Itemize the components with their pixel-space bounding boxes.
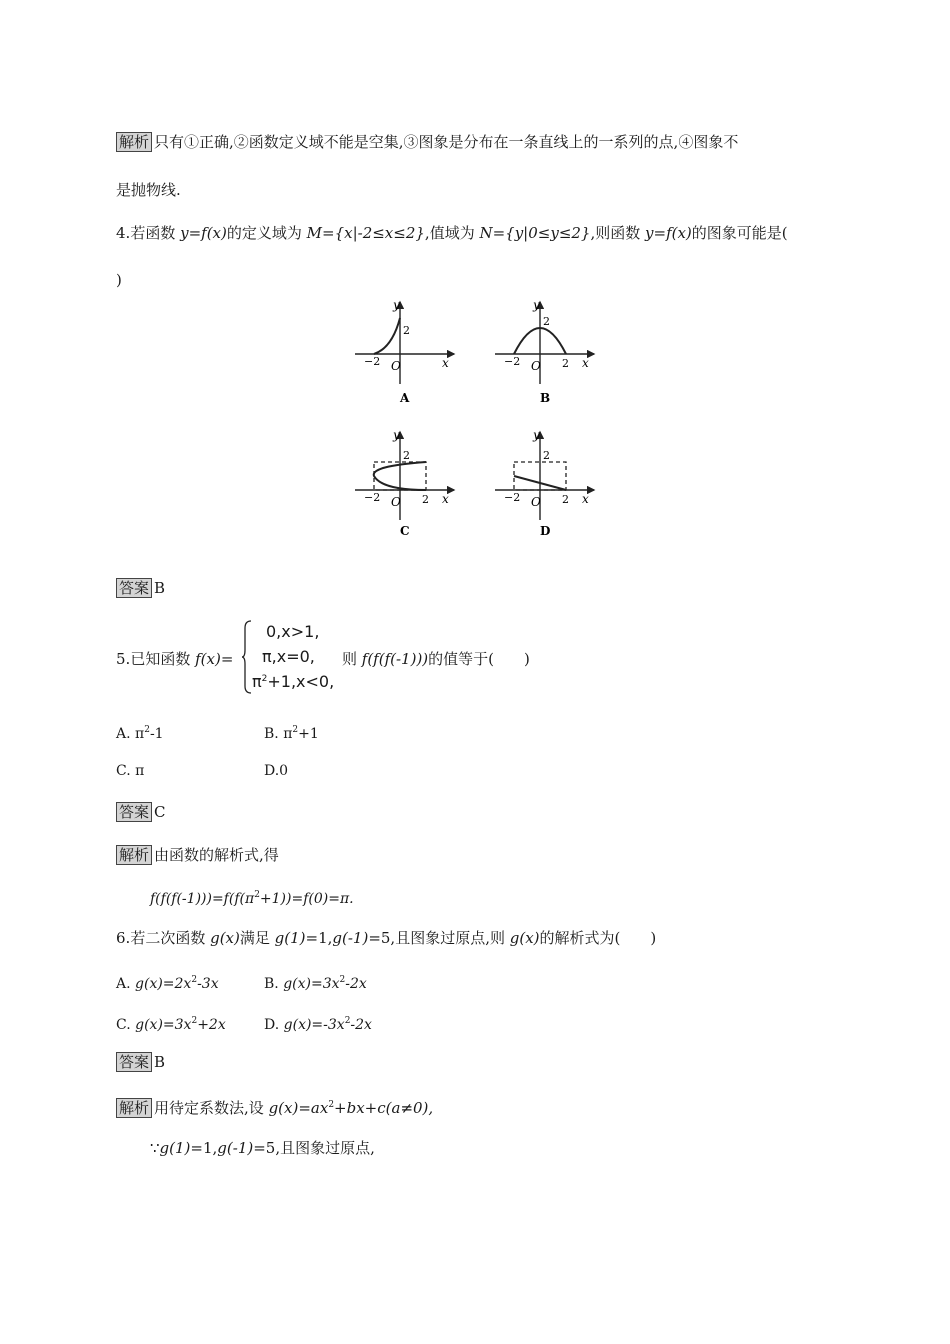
tick-label: 2 bbox=[403, 449, 410, 462]
case3-rest: +1,x<0, bbox=[267, 672, 335, 691]
x-axis-label: x bbox=[442, 492, 449, 506]
q4-paren: ) bbox=[116, 271, 122, 289]
option-sup: 2 bbox=[191, 975, 198, 985]
tick-label: −2 bbox=[364, 355, 381, 368]
tick-label: 2 bbox=[543, 449, 550, 462]
q3-analysis-text-2: 是抛物线. bbox=[116, 181, 181, 199]
q6-analysis bbox=[116, 1095, 433, 1118]
q4-text: 若函数 bbox=[130, 224, 181, 242]
analysis-tag: 解析 bbox=[116, 845, 152, 865]
answer-value: B bbox=[154, 1053, 166, 1071]
q6-analysis-term: =ax bbox=[298, 1099, 329, 1117]
q5-expr: f(f(f(-1))) bbox=[361, 650, 429, 668]
since-value: =5,且图象过原点, bbox=[253, 1139, 375, 1157]
q6-analysis-sup: 2 bbox=[328, 1100, 335, 1110]
option-sup: 2 bbox=[339, 975, 346, 985]
option-label: B. π bbox=[264, 726, 293, 742]
y-axis-label: y bbox=[393, 298, 400, 312]
option-fn: g(x) bbox=[283, 1017, 312, 1033]
q5-eq: = bbox=[220, 650, 234, 668]
tick-label: 2 bbox=[543, 315, 550, 328]
q5-text: 已知函数 bbox=[130, 650, 196, 668]
graph-d bbox=[490, 428, 600, 542]
q6-option-a bbox=[116, 970, 219, 994]
answer-tag: 答案 bbox=[116, 802, 152, 822]
q4-function: y=f(x) bbox=[645, 224, 692, 242]
q4-answer bbox=[116, 578, 165, 598]
q5-suffix bbox=[342, 648, 530, 669]
piece-case-2: π,x=0, bbox=[262, 647, 315, 666]
answer-tag: 答案 bbox=[116, 1052, 152, 1072]
q4-range: N={y|0≤y≤2} bbox=[479, 224, 591, 242]
q6-since-line bbox=[150, 1138, 375, 1158]
because-symbol: ∵ bbox=[150, 1139, 160, 1157]
answer-value: C bbox=[154, 803, 166, 821]
option-label: B. bbox=[264, 976, 284, 992]
y-axis-label: y bbox=[393, 428, 400, 442]
question-number: 6. bbox=[116, 929, 131, 947]
q4-question bbox=[116, 223, 788, 243]
answer-value: B bbox=[154, 579, 166, 597]
q6-option-d bbox=[264, 1011, 372, 1035]
option-label: C. bbox=[116, 1017, 136, 1033]
tick-label: 2 bbox=[562, 357, 569, 370]
option-term: +2x bbox=[197, 1017, 226, 1033]
q6-cond: g(-1) bbox=[332, 929, 369, 947]
option-term: =-3x bbox=[311, 1017, 345, 1033]
case3-base: π bbox=[252, 672, 262, 691]
tick-label: −2 bbox=[504, 491, 521, 504]
q5-text: 的值等于( ) bbox=[428, 650, 530, 668]
q4-text: 的定义域为 bbox=[226, 224, 307, 242]
q6-analysis-fn: g(x) bbox=[268, 1099, 299, 1117]
option-term: -2x bbox=[350, 1017, 372, 1033]
graph-letter: B bbox=[540, 391, 551, 405]
tick-label: −2 bbox=[364, 491, 381, 504]
q6-cond-value: =1, bbox=[305, 929, 333, 947]
option-sup: 2 bbox=[144, 725, 150, 735]
q3-analysis-line2 bbox=[116, 180, 181, 200]
q5-prefix bbox=[116, 648, 233, 669]
tick-label: 2 bbox=[562, 493, 569, 506]
y-axis-label: y bbox=[533, 298, 540, 312]
q5-analysis-text: 由函数的解析式,得 bbox=[154, 846, 279, 864]
option-term: -2x bbox=[345, 976, 367, 992]
option-term: -3x bbox=[197, 976, 219, 992]
tick-label: 2 bbox=[422, 493, 429, 506]
q5-option-a bbox=[116, 720, 164, 744]
tick-label: −2 bbox=[504, 355, 521, 368]
graph-letter: C bbox=[400, 524, 410, 538]
calc-sup: 2 bbox=[254, 890, 260, 900]
option-sup: 2 bbox=[292, 725, 299, 735]
analysis-tag: 解析 bbox=[116, 1098, 152, 1118]
q6-option-b bbox=[264, 970, 367, 994]
option-sup: 2 bbox=[191, 1016, 198, 1026]
option-label: A. bbox=[116, 976, 136, 992]
q6-text: 且图象过原点,则 bbox=[395, 929, 510, 947]
q4-text: 的图象可能是( bbox=[691, 224, 788, 242]
q6-analysis-text: 用待定系数法,设 bbox=[154, 1099, 269, 1117]
graph-c bbox=[350, 428, 460, 542]
option-label: A. π bbox=[116, 726, 145, 742]
calc-part: +1))=f(0)=π. bbox=[259, 891, 354, 907]
q5-calculation bbox=[150, 885, 354, 909]
q5-option-c: C. π bbox=[116, 763, 145, 779]
option-fn: g(x) bbox=[283, 976, 311, 992]
option-label: D. bbox=[264, 1017, 284, 1033]
tick-label: 2 bbox=[403, 324, 410, 337]
analysis-tag: 解析 bbox=[116, 132, 152, 152]
case3-sup: 2 bbox=[261, 674, 268, 684]
brace-icon bbox=[242, 620, 252, 694]
option-fn: g(x) bbox=[135, 1017, 163, 1033]
option-term: =3x bbox=[162, 1017, 192, 1033]
q6-cond-value: =5, bbox=[368, 929, 396, 947]
q4-text: ,则函数 bbox=[590, 224, 646, 242]
origin-label: O bbox=[391, 359, 401, 373]
q3-analysis-line1 bbox=[116, 132, 738, 152]
y-axis-label: y bbox=[533, 428, 540, 442]
option-rest: +1 bbox=[298, 726, 319, 742]
origin-label: O bbox=[531, 359, 541, 373]
q6-text: 若二次函数 bbox=[130, 929, 211, 947]
graph-letter: A bbox=[400, 391, 410, 405]
q3-analysis-text: 只有①正确,②函数定义域不能是空集,③图象是分布在一条直线上的一系列的点,④图象不 bbox=[154, 133, 739, 151]
graph-letter: D bbox=[540, 524, 551, 538]
q6-function: g(x) bbox=[509, 929, 540, 947]
q6-text: 满足 bbox=[239, 929, 275, 947]
option-fn: g(x) bbox=[135, 976, 163, 992]
q4-function: y=f(x) bbox=[180, 224, 227, 242]
piece-case-3 bbox=[252, 672, 334, 691]
graph-a bbox=[350, 296, 460, 410]
q6-cond: g(1) bbox=[274, 929, 306, 947]
graph-b bbox=[490, 296, 600, 410]
q6-function: g(x) bbox=[210, 929, 240, 947]
q5-answer bbox=[116, 802, 166, 822]
question-number: 4. bbox=[116, 224, 131, 242]
q4-paren-close bbox=[116, 270, 122, 290]
option-sup: 2 bbox=[344, 1016, 351, 1026]
option-term: =3x bbox=[310, 976, 340, 992]
answer-tag: 答案 bbox=[116, 578, 152, 598]
q5-analysis bbox=[116, 845, 279, 865]
origin-label: O bbox=[391, 495, 401, 509]
option-term: =2x bbox=[162, 976, 192, 992]
piece-case-1: 0,x>1, bbox=[266, 622, 320, 641]
q6-text: 的解析式为( ) bbox=[539, 929, 657, 947]
since-fn: g(-1) bbox=[217, 1139, 254, 1157]
q4-domain: M={x|-2≤x≤2} bbox=[306, 224, 425, 242]
option-rest: -1 bbox=[149, 726, 164, 742]
calc-part: f(f(f(-1)))=f(f(π bbox=[150, 891, 255, 907]
q6-analysis-term: +bx+c(a≠0), bbox=[334, 1099, 434, 1117]
q6-option-c bbox=[116, 1011, 226, 1035]
q5-function: f(x) bbox=[195, 650, 221, 668]
q5-text: 则 bbox=[342, 650, 362, 668]
q5-option-d: D.0 bbox=[264, 763, 289, 779]
origin-label: O bbox=[531, 495, 541, 509]
x-axis-label: x bbox=[582, 492, 589, 506]
q6-question bbox=[116, 928, 656, 948]
since-value: =1, bbox=[190, 1139, 218, 1157]
x-axis-label: x bbox=[582, 356, 589, 370]
q5-option-b bbox=[264, 720, 319, 744]
q6-answer bbox=[116, 1052, 165, 1072]
since-fn: g(1) bbox=[159, 1139, 191, 1157]
q5-question bbox=[116, 620, 766, 696]
q4-text: ,值域为 bbox=[424, 224, 480, 242]
question-number: 5. bbox=[116, 650, 131, 668]
x-axis-label: x bbox=[442, 356, 449, 370]
